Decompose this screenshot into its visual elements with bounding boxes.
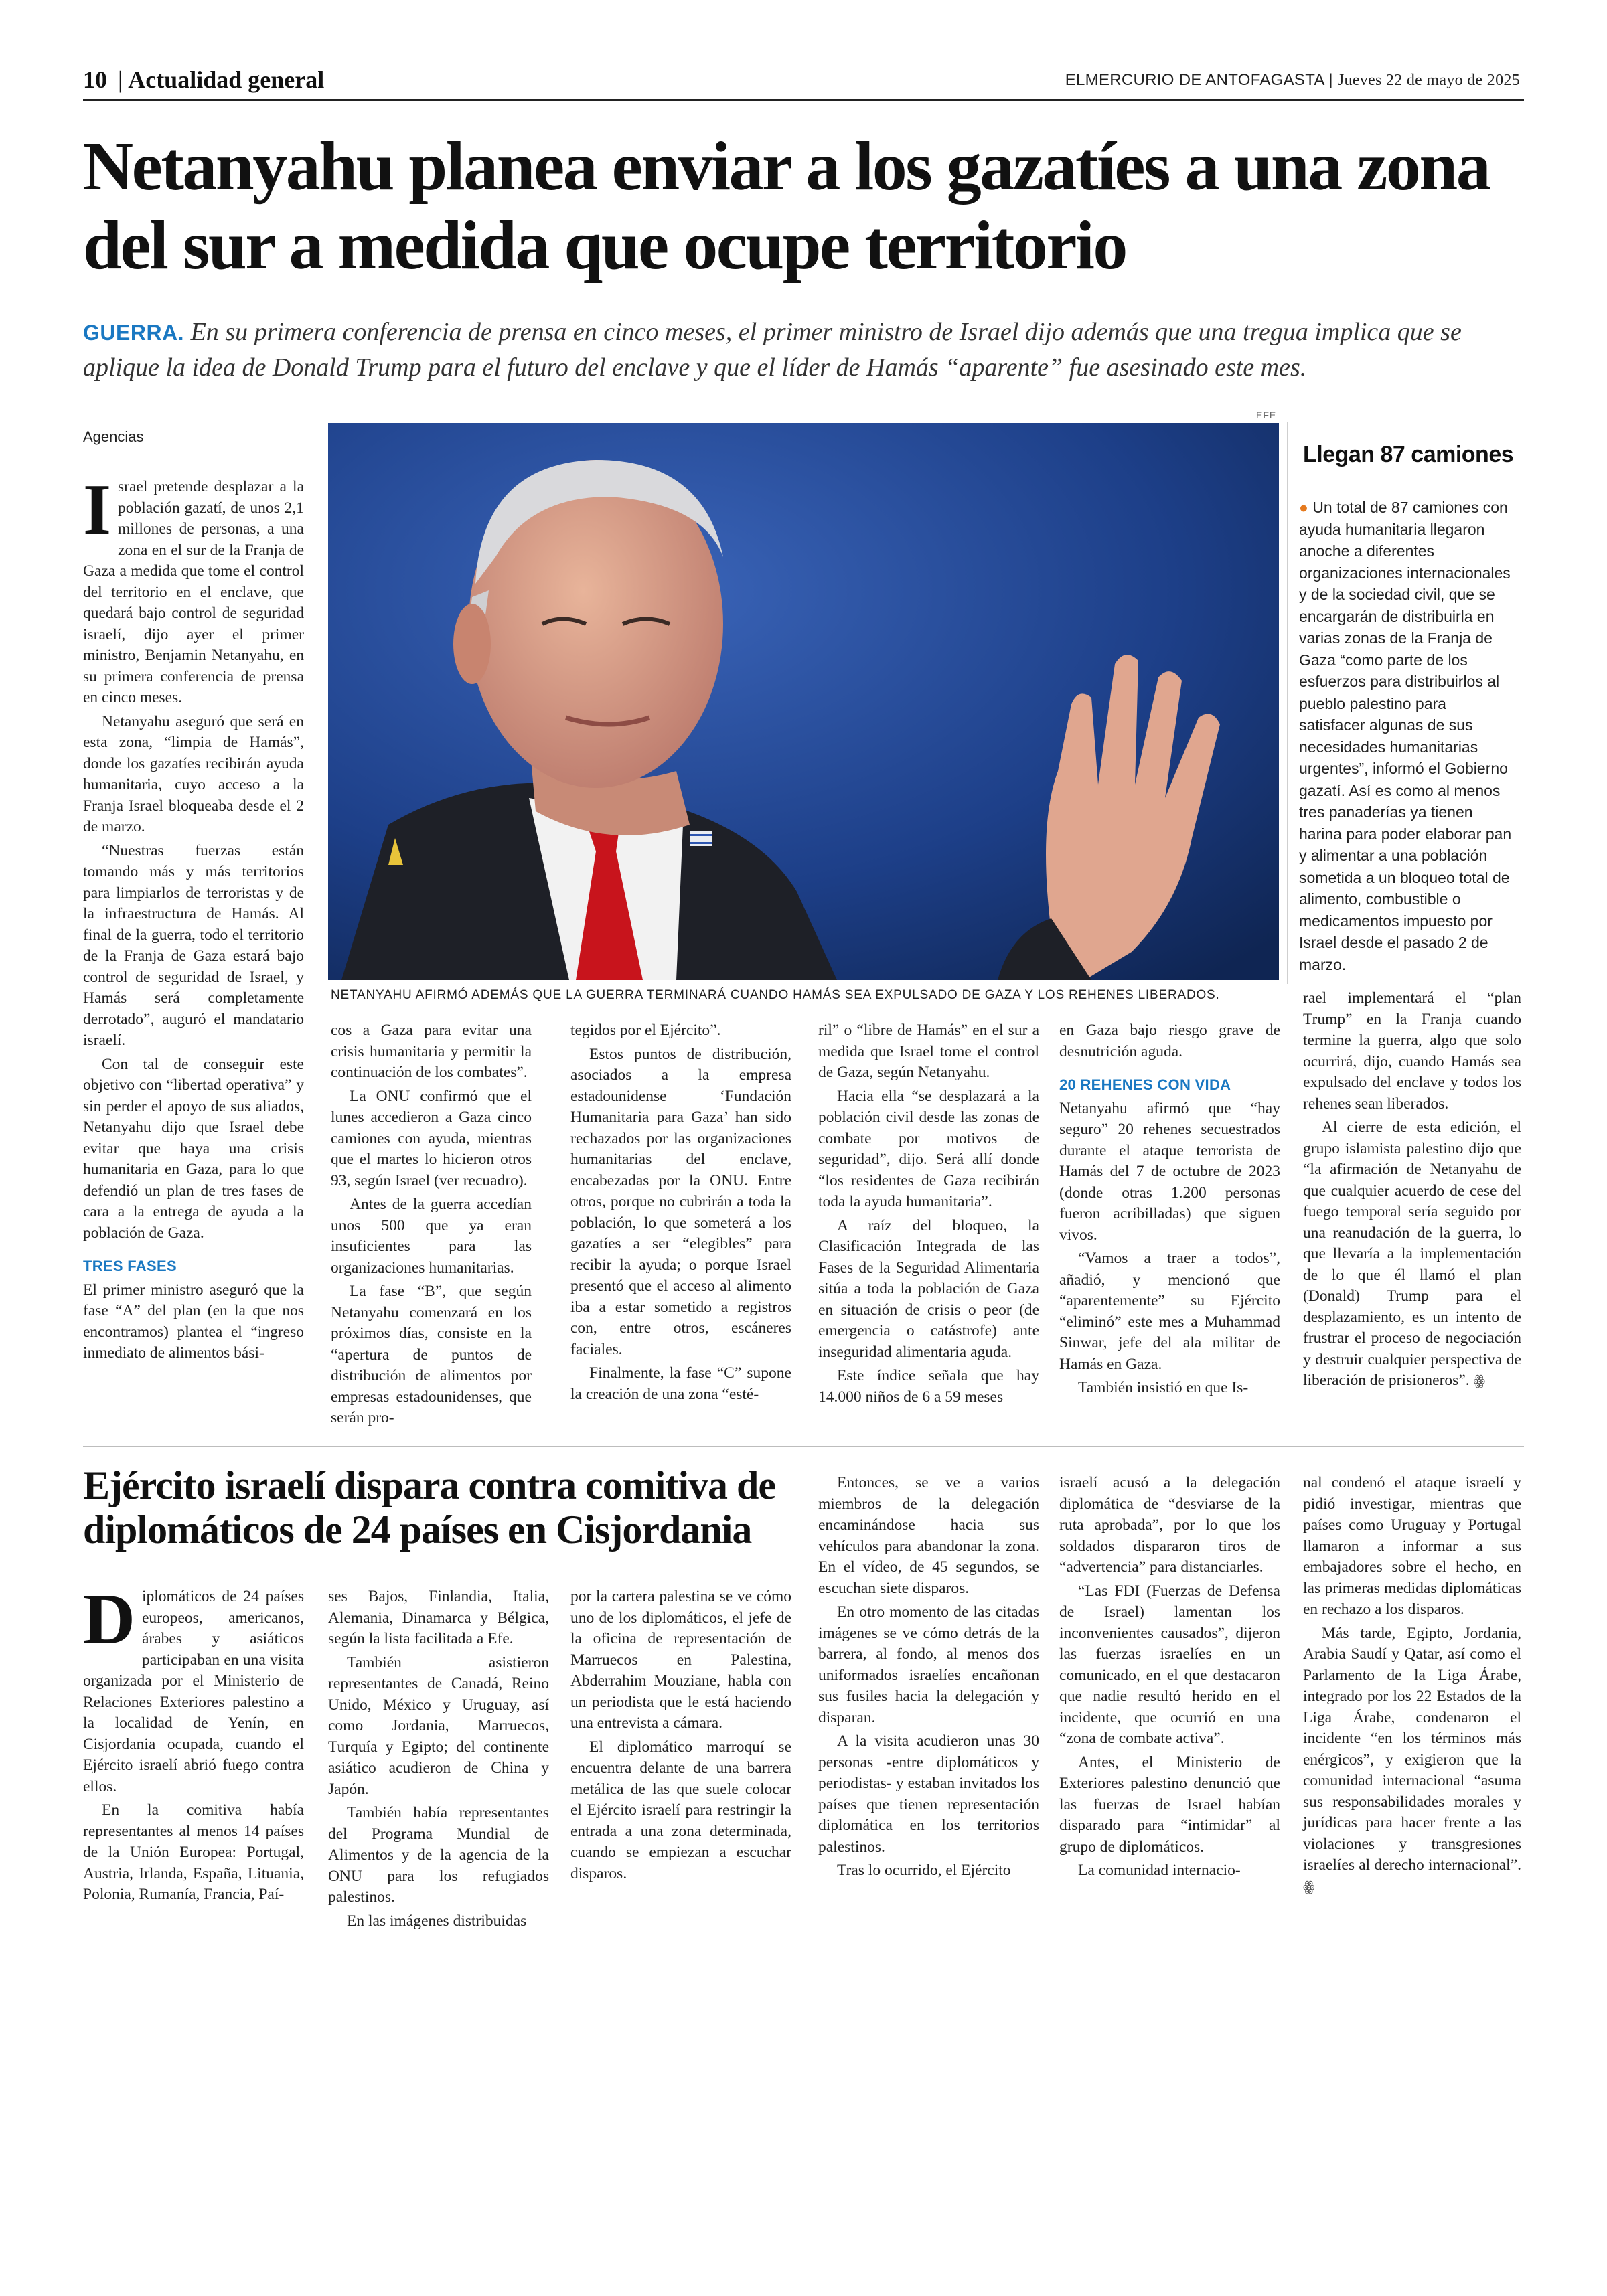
main-col-3	[570, 1020, 791, 1408]
main-col-2	[331, 1020, 532, 1432]
newspaper-name: ELMERCURIO DE ANTOFAGASTA	[1065, 71, 1324, 89]
second-col-6	[1303, 1473, 1521, 1900]
main-col-4	[818, 1020, 1039, 1410]
photo-illustration	[328, 423, 1279, 980]
header-rule	[83, 99, 1524, 101]
sidebar-title: Llegan 87 camiones	[1303, 442, 1514, 467]
paragraph: en Gaza bajo riesgo grave de desnutrición aguda.	[1059, 1021, 1280, 1060]
photo-credit: EFE	[1256, 410, 1277, 420]
paragraph: israelí acusó a la delegación diplomática de “desviarse de la ruta aprobada”, por lo que los soldados dispararon tiros de “advertencia” para distanciarles.	[1059, 1474, 1280, 1576]
paragraph: cos a Gaza para evitar una crisis humanitaria y permitir la continuación de los combates”.	[331, 1021, 532, 1081]
section-name: Actualidad general	[128, 66, 325, 93]
paragraph: Con tal de conseguir este objetivo con “libertad operativa” y sin perder el apoyo de sus aliados, Netanyahu dijo que Israel debe evitar que haya una crisis humanitaria en Gaza, para lo que defendió un plan de tres fases de cara a la entrega de ayuda a la población de Gaza.	[83, 1055, 304, 1242]
paragraph: Netanyahu aseguró que será en esta zona, “limpia de Hamás”, donde los gazatíes recibirán ayuda humanitaria, cuyo acceso a la Franja Israel bloqueaba desde el 2 de marzo.	[83, 712, 304, 835]
paragraph-text: Al cierre de esta edición, el grupo islamista palestino dijo que “la afirmación de Netanyahu de que cualquier acuerdo de cese del fuego temporal sería seguido por una reanudación de la guerra, lo que llevaría a la implementación de lo que él llamó el plan (Donald) Trump para el desplazamiento, es un intento de frustrar el proceso de negociación y destruir cualquier perspectiva de liberación de prisioneros”.	[1303, 1119, 1521, 1389]
paragraph: En las imágenes distribuidas	[347, 1912, 527, 1930]
paragraph: Antes, el Ministerio de Exteriores palestino denunció que las fuerzas de Israel habían disparado para “intimidar” al grupo de diplomáticos.	[1059, 1753, 1280, 1856]
folio-separator: |	[118, 66, 123, 93]
second-col-1	[83, 1580, 304, 1908]
second-col-2	[328, 1586, 549, 1935]
paragraph: La comunidad internacio-	[1078, 1862, 1241, 1879]
photo-caption: NETANYAHU AFIRMÓ ADEMÁS QUE LA GUERRA TERMINARÁ CUANDO HAMÁS SEA EXPULSADO DE GAZA Y LOS REHENES LIBERADOS.	[331, 988, 1220, 1002]
paragraph: rael implementará el “plan Trump” en la Franja cuando termine la guerra, algo que solo ocurrirá, dijo, cuando Hamás sea expulsado del enclave y todos los rehenes sean liberados.	[1303, 989, 1521, 1113]
main-deck	[83, 315, 1529, 385]
paragraph: Israel pretende desplazar a la población gazatí, de unos 2,1 millones de personas, a una zona en el sur de la Franja de Gaza a medida que tome el control del territorio en el enclave, que quedará bajo control de seguridad israelí, dijo ayer el primer ministro, Benjamin Netanyahu, en su primera conferencia de prensa en cinco meses.	[83, 470, 304, 706]
main-col-6	[1303, 988, 1521, 1394]
paragraph: Antes de la guerra accedían unos 500 que ya eran insuficientes para las organizaciones humanitarias.	[331, 1196, 532, 1277]
paragraph	[1303, 1117, 1521, 1392]
paragraph: La fase “B”, que según Netanyahu comenzará en los próximos días, consiste en la “apertura de puntos de distribución de alimentos por empresas estadounidenses, que serán pro-	[331, 1283, 532, 1426]
paragraph: Tras lo ocurrido, el Ejército	[837, 1862, 1011, 1879]
paragraph: Diplomáticos de 24 países europeos, americanos, árabes y asiáticos participaban en una visita organizada por el Ministerio de Relaciones Exteriores palestino a la localidad de Yenín, en Cisjordania ocupada, cuando el Ejército israelí abrió fuego contra ellos.	[83, 1580, 304, 1795]
paragraph: La ONU confirmó que el lunes accedieron a Gaza cinco camiones con ayuda, mientras que el martes lo hicieron otros 93, según Israel (ver recuadro).	[331, 1087, 532, 1190]
page-number: 10	[83, 66, 107, 93]
paragraph: Finalmente, la fase “C” supone la creación de una zona “esté-	[570, 1364, 791, 1403]
masthead: ELMERCURIO DE ANTOFAGASTA | Jueves 22 de mayo de 2025	[1065, 71, 1520, 89]
paragraph: A raíz del bloqueo, la Clasificación Integrada de las Fases de la Seguridad Alimentaria sitúa a toda la población de Gaza en situación de crisis o peor (de emergencia o catástrofe) ante inseguridad alimentaria aguda.	[818, 1216, 1039, 1361]
paragraph: Entonces, se ve a varios miembros de la delegación encaminándose hacia sus vehículos para abandonar la zona. En el vídeo, de 45 segundos, se escuchan siete disparos.	[818, 1474, 1039, 1597]
second-col-3	[570, 1586, 791, 1887]
end-mark-icon: ꙮ	[1473, 1372, 1486, 1388]
paragraph: Estos puntos de distribución, asociados a la empresa estadounidense ‘Fundación Humanitaria para Gaza’ han sido rechazados por las organizaciones humanitarias del enclave, encabezadas por la ONU. Entre otros, porque no cubrirán a toda la población, lo que someterá a los gazatíes a ser “elegibles” para recibir la ayuda; o porque Israel presentó que el acceso al alimento iba a estar sometido a registros con, entre otros, escáneres faciales.	[570, 1045, 791, 1358]
paragraph: A la visita acudieron unas 30 personas -entre diplomáticos y periodistas- y estaban invitados los países que tienen representación diplomática en los territorios palestinos.	[818, 1732, 1039, 1856]
paragraph: nal condenó el ataque israelí y pidió investigar, mientras que países como Uruguay y Portugal llamaron a informar a sus embajadores sobre el hecho, en las primeras medidas diplomáticas en rechazo a los disparos.	[1303, 1474, 1521, 1618]
main-headline: Netanyahu planea enviar a los gazatíes a una zona del sur a medida que ocupe territorio	[83, 128, 1490, 284]
paragraph	[1303, 1623, 1521, 1898]
issue-date: Jueves 22 de mayo de 2025	[1337, 72, 1520, 89]
paragraph: por la cartera palestina se ve cómo uno de los diplomáticos, el jefe de la oficina de representación de Marruecos en Palestina, Abderrahim Mouziane, habla con un periodista que le está haciendo una entrevista a cámara.	[570, 1588, 791, 1732]
main-col-5	[1059, 1020, 1280, 1402]
paragraph: ril” o “libre de Hamás” en el sur a medida que Israel tome el control de Gaza, según Netanyahu.	[818, 1021, 1039, 1081]
paragraph: ses Bajos, Finlandia, Italia, Alemania, Dinamarca y Bélgica, según la lista facilitada a Efe.	[328, 1588, 549, 1647]
byline: Agencias	[83, 428, 144, 445]
deck-text: En su primera conferencia de prensa en cinco meses, el primer ministro de Israel dijo además que una tregua implica que se aplique la idea de Donald Trump para el futuro del enclave y que el líder de Hamás “aparente” fue asesinado este mes.	[83, 318, 1462, 382]
netanyahu-photo	[328, 423, 1279, 980]
paragraph: “Vamos a traer a todos”, añadió, y mencionó que “aparentemente” su Ejército “eliminó” este mes a Muhammad Sinwar, jefe del ala militar de Hamás en Gaza.	[1059, 1250, 1280, 1373]
paragraph: “Nuestras fuerzas están tomando más y más territorios para limpiarlos de terroristas y de la infraestructura de Hamás. Al final de la guerra, todo el territorio de la Franja de Gaza estará bajo control de seguridad de Israel, y Hamás será completamente derrotado”, auguró el mandatario israelí.	[83, 841, 304, 1049]
paragraph: Hacia ella “se desplazará a la población civil desde las zonas de combate por motivos de seguridad”, dijo. Será allí donde “los residentes de Gaza recibirán toda la ayuda humanitaria”.	[818, 1087, 1039, 1210]
sidebar-divider	[1287, 422, 1288, 984]
paragraph-text: Más tarde, Egipto, Jordania, Arabia Saudí y Qatar, así como el Parlamento de la Liga Árabe, integrado por los 22 Estados de la Liga Árabe, condenaron el incidente “en los términos más enérgicos”, y exigieron que la comunidad internacional “asuma sus responsabilidades morales y jurídicas para hacer frente a las violaciones y transgresiones israelíes al derecho internacional”.	[1303, 1624, 1521, 1874]
bullet-dot-icon: ●	[1299, 499, 1308, 516]
paragraph: Este índice señala que hay 14.000 niños de 6 a 59 meses	[818, 1367, 1039, 1406]
paragraph: El primer ministro aseguró que la fase “A” del plan (en la que nos encontramos) plantea el “ingreso inmediato de alimentos bási-	[83, 1281, 304, 1362]
paragraph: También había representantes del Programa Mundial de Alimentos y de la agencia de la ONU para los refugiados palestinos.	[328, 1804, 549, 1906]
end-mark-icon: ꙮ	[1303, 1878, 1315, 1894]
sidebar-text: Un total de 87 camiones con ayuda humanitaria llegaron anoche a diferentes organizaciones internacionales y de la sociedad civil, que se encargarán de distribuirla en varias zonas de la Franja de Gaza “como parte de los esfuerzos para distribuirlos al pueblo palestino para satisfacer algunas de sus necesidades humanitarias urgentes”, informó el Gobierno gazatí. Así es como al menos tres panaderías ya tienen harina para poder elaborar pan y alimentar a una población sometida a un bloqueo total de alimento, combustible o medicamentos impuesto por Israel desde el pasado 2 de marzo.	[1299, 499, 1512, 973]
page-folio	[83, 66, 324, 94]
paragraph: También insistió en que Is-	[1078, 1379, 1249, 1396]
second-headline: Ejército israelí dispara contra comitiva de diplomáticos de 24 países en Cisjordania	[83, 1463, 776, 1552]
article-separator	[83, 1446, 1524, 1447]
paragraph: tegidos por el Ejército”.	[570, 1021, 721, 1039]
paragraph: En la comitiva había representantes al menos 14 países de la Unión Europea: Portugal, Austria, Irlanda, España, Lituania, Polonia, Rumanía, Francia, Paí-	[83, 1801, 304, 1903]
paragraph: El diplomático marroquí se encuentra delante de una barrera metálica de las que suele colocar el Ejército israelí para restringir la entrada a una zona determinada, cuando se empiezan a escuchar disparos.	[570, 1738, 791, 1882]
sidebar-body	[1299, 497, 1515, 975]
second-col-4	[818, 1473, 1039, 1884]
deck-kicker: GUERRA.	[83, 321, 185, 345]
paragraph: También asistieron representantes de Canadá, Reino Unido, México y Uruguay, así como Jordania, Marruecos, Turquía y Egipto; del continente asiático acudieron de China y Japón.	[328, 1653, 549, 1798]
paragraph: “Las FDI (Fuerzas de Defensa de Israel) lamentan los inconvenientes causados”, dijeron las fuerzas israelíes en un comunicado, en el que destacaron que nadie resultó herido en el incidente, que ocurrió en una “zona de combate activa”.	[1059, 1582, 1280, 1747]
subhead-tres-fases: TRES FASES	[83, 1258, 177, 1275]
subhead-rehenes: 20 REHENES CON VIDA	[1059, 1076, 1231, 1093]
main-col-1	[83, 470, 304, 1367]
second-col-5	[1059, 1473, 1280, 1884]
paragraph: Netanyahu afirmó que “hay seguro” 20 rehenes secuestrados durante el ataque terrorista de Hamás del 7 de octubre de 2023 (donde otras 1.200 personas fueron acribilladas) que siguen vivos.	[1059, 1099, 1280, 1244]
paragraph: En otro momento de las citadas imágenes se ve cómo detrás de la barrera, al fondo, al menos dos uniformados israelíes encañonan sus fusiles hacia la delegación y disparan.	[818, 1603, 1039, 1726]
